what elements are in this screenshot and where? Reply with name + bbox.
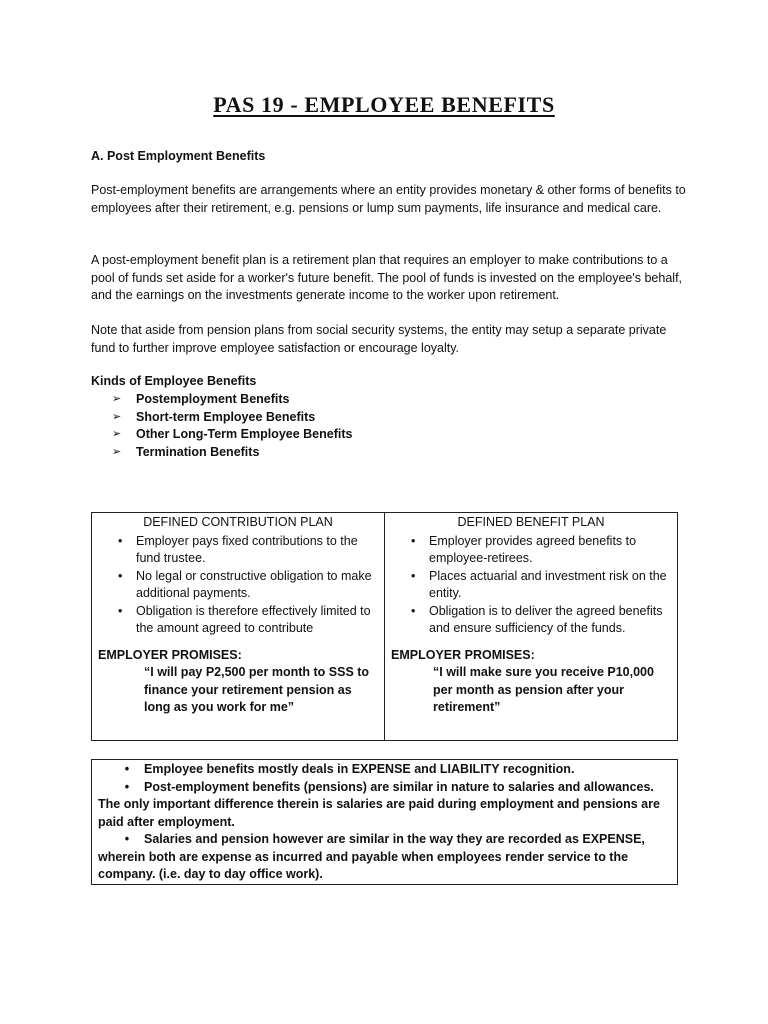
kinds-heading: Kinds of Employee Benefits — [91, 374, 257, 388]
column-heading: DEFINED BENEFIT PLAN — [457, 515, 605, 529]
list-item-text: Obligation is therefore effectively limited to the amount agreed to contribute — [136, 603, 371, 635]
list-item — [112, 409, 352, 427]
list-item-text: Places actuarial and investment risk on the entity. — [429, 568, 667, 600]
paragraph-plan: A post-employment benefit plan is a retirement plan that requires an employer to make contributions to a pool of funds set aside for a worker's future benefit. The pool of funds is invested on the employee's behalf, and the earnings on the investments generate income to the worker upon retirement. — [91, 253, 683, 302]
promise-quote: “I will pay P2,500 per month to SSS to finance your retirement pension as long as you work for me” — [144, 665, 370, 714]
bullet-icon: • — [118, 568, 123, 583]
list-item-text: Obligation is to deliver the agreed benefits and ensure sufficiency of the funds. — [429, 603, 663, 635]
bullet-icon: • — [118, 533, 123, 548]
paragraph-definition: Post-employment benefits are arrangements where an entity provides monetary & other forms of benefits to employees after their retirement, e.g. pensions or lump sum payments, life insurance and medical care. — [91, 183, 686, 215]
note-item — [98, 761, 671, 779]
arrow-bullet-icon: ➢ — [112, 393, 122, 405]
list-item — [391, 533, 671, 568]
list-item-text: Employer provides agreed benefits to employee-retirees. — [429, 533, 637, 565]
bullet-icon: • — [124, 832, 130, 846]
list-item — [98, 568, 378, 603]
defined-benefit-column — [385, 513, 677, 740]
arrow-bullet-icon: ➢ — [112, 428, 122, 440]
kinds-list — [112, 391, 352, 461]
column-heading: DEFINED CONTRIBUTION PLAN — [143, 515, 333, 529]
list-item — [112, 444, 352, 462]
list-item-text: Employer pays fixed contributions to the fund trustee. — [136, 533, 358, 565]
list-item — [112, 426, 352, 444]
list-item — [98, 533, 378, 568]
note-item — [98, 831, 671, 884]
note-text: Post-employment benefits (pensions) are similar in nature to salaries and allowances. The only important difference therein is salaries are paid during employment and pensions are paid after employment. — [98, 779, 660, 829]
bullet-icon: • — [124, 762, 130, 776]
list-item-label: Postemployment Benefits — [136, 392, 290, 406]
promise-title: EMPLOYER PROMISES: — [391, 647, 535, 662]
bullet-list — [98, 533, 378, 638]
note-text: Employee benefits mostly deals in EXPENSE and LIABILITY recognition. — [144, 762, 575, 776]
note-text: Salaries and pension however are similar in the way they are recorded as EXPENSE, wherein both are expense as incurred and payable when employees render service to the company. (i.e. day to day office work). — [98, 832, 645, 881]
paragraph-note: Note that aside from pension plans from social security systems, the entity may setup a separate private fund to further improve employee satisfaction or encourage loyalty. — [91, 323, 667, 355]
list-item — [391, 568, 671, 603]
list-item — [391, 603, 671, 638]
arrow-bullet-icon: ➢ — [112, 410, 122, 423]
list-item-text: No legal or constructive obligation to make additional payments. — [136, 568, 372, 600]
bullet-icon: • — [118, 603, 123, 618]
bullet-icon: • — [124, 779, 130, 794]
promise-title: EMPLOYER PROMISES: — [98, 647, 242, 662]
notes-box — [91, 759, 678, 885]
list-item-label: Termination Benefits — [136, 444, 260, 459]
bullet-icon: • — [411, 603, 416, 618]
defined-contribution-column — [92, 513, 385, 740]
bullet-icon: • — [411, 533, 416, 548]
list-item-label: Other Long-Term Employee Benefits — [136, 427, 353, 441]
arrow-bullet-icon: ➢ — [112, 445, 122, 458]
list-item-label: Short-term Employee Benefits — [136, 409, 316, 424]
list-item — [112, 391, 352, 409]
plans-comparison-table — [91, 512, 678, 741]
bullet-list — [391, 533, 671, 638]
list-item — [98, 603, 378, 638]
section-heading: A. Post Employment Benefits — [91, 149, 266, 163]
note-item — [98, 779, 671, 832]
bullet-icon: • — [411, 568, 416, 583]
promise-quote: “I will make sure you receive P10,000 per month as pension after your retirement” — [433, 665, 654, 714]
page-title: PAS 19 - EMPLOYEE BENEFITS — [213, 92, 555, 117]
